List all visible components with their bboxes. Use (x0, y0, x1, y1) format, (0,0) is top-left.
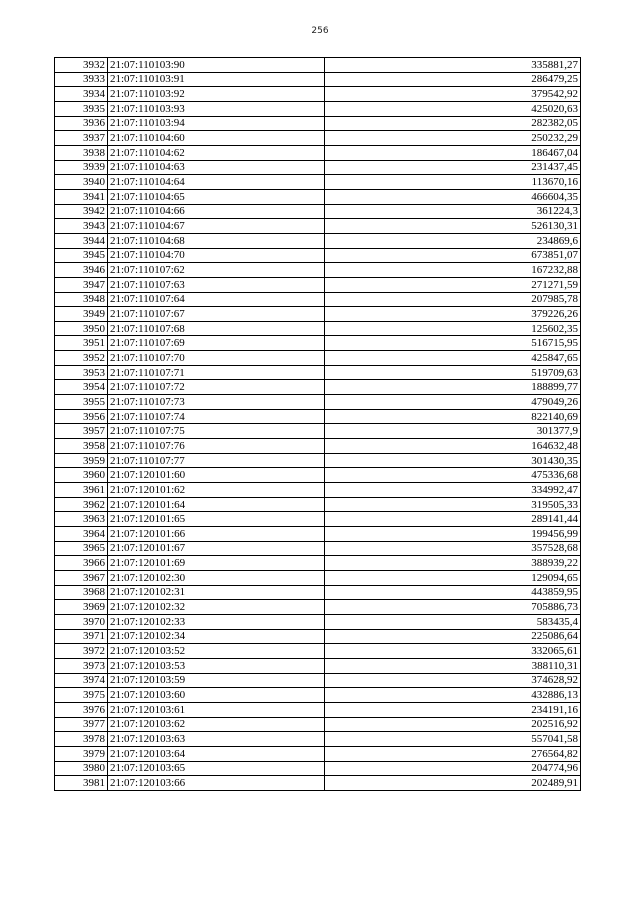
cadastral-number-cell: 21:07:110103:94 (108, 116, 325, 131)
table-row (55, 717, 581, 732)
table-row (55, 497, 581, 512)
value-cell: 388939,22 (325, 556, 581, 571)
cadastral-number-cell: 21:07:110104:65 (108, 189, 325, 204)
value-cell: 199456,99 (325, 527, 581, 542)
row-number-cell: 3969 (55, 600, 108, 615)
cadastral-number-cell: 21:07:120103:61 (108, 702, 325, 717)
value-cell: 234191,16 (325, 702, 581, 717)
row-number-cell: 3954 (55, 380, 108, 395)
value-cell: 519709,63 (325, 365, 581, 380)
row-number-cell: 3944 (55, 233, 108, 248)
value-cell: 202516,92 (325, 717, 581, 732)
value-cell: 282382,05 (325, 116, 581, 131)
table-row (55, 263, 581, 278)
row-number-cell: 3966 (55, 556, 108, 571)
value-cell: 526130,31 (325, 219, 581, 234)
row-number-cell: 3942 (55, 204, 108, 219)
row-number-cell: 3952 (55, 351, 108, 366)
table-row (55, 468, 581, 483)
value-cell: 443859,95 (325, 585, 581, 600)
row-number-cell: 3981 (55, 776, 108, 791)
table-row (55, 248, 581, 263)
table-row (55, 673, 581, 688)
table-row (55, 307, 581, 322)
cadastral-number-cell: 21:07:120103:65 (108, 761, 325, 776)
value-cell: 516715,95 (325, 336, 581, 351)
value-cell: 425847,65 (325, 351, 581, 366)
cadastral-number-cell: 21:07:110104:68 (108, 233, 325, 248)
table-row (55, 688, 581, 703)
value-cell: 432886,13 (325, 688, 581, 703)
row-number-cell: 3941 (55, 189, 108, 204)
value-cell: 204774,96 (325, 761, 581, 776)
row-number-cell: 3945 (55, 248, 108, 263)
row-number-cell: 3938 (55, 145, 108, 160)
row-number-cell: 3948 (55, 292, 108, 307)
row-number-cell: 3979 (55, 746, 108, 761)
value-cell: 129094,65 (325, 570, 581, 585)
table-row (55, 512, 581, 527)
cadastral-number-cell: 21:07:120103:60 (108, 688, 325, 703)
table-row (55, 644, 581, 659)
table-row (55, 131, 581, 146)
row-number-cell: 3958 (55, 439, 108, 454)
value-cell: 425020,63 (325, 101, 581, 116)
table-row (55, 87, 581, 102)
row-number-cell: 3940 (55, 175, 108, 190)
table-row (55, 101, 581, 116)
cadastral-number-cell: 21:07:120101:64 (108, 497, 325, 512)
table-row (55, 380, 581, 395)
cadastral-number-cell: 21:07:110107:74 (108, 409, 325, 424)
value-cell: 466604,35 (325, 189, 581, 204)
table-row (55, 351, 581, 366)
table-row (55, 439, 581, 454)
table-row (55, 321, 581, 336)
value-cell: 271271,59 (325, 277, 581, 292)
cadastral-number-cell: 21:07:110107:67 (108, 307, 325, 322)
value-cell: 822140,69 (325, 409, 581, 424)
value-cell: 379226,26 (325, 307, 581, 322)
row-number-cell: 3932 (55, 58, 108, 73)
table-row (55, 336, 581, 351)
cadastral-number-cell: 21:07:110107:75 (108, 424, 325, 439)
cadastral-number-cell: 21:07:110107:63 (108, 277, 325, 292)
table-row (55, 233, 581, 248)
value-cell: 113670,16 (325, 175, 581, 190)
table-row (55, 365, 581, 380)
value-cell: 374628,92 (325, 673, 581, 688)
value-cell: 231437,45 (325, 160, 581, 175)
row-number-cell: 3967 (55, 570, 108, 585)
cadastral-number-cell: 21:07:120101:69 (108, 556, 325, 571)
table-row (55, 570, 581, 585)
row-number-cell: 3943 (55, 219, 108, 234)
row-number-cell: 3934 (55, 87, 108, 102)
value-cell: 332065,61 (325, 644, 581, 659)
row-number-cell: 3971 (55, 629, 108, 644)
cadastral-number-cell: 21:07:110104:60 (108, 131, 325, 146)
value-cell: 234869,6 (325, 233, 581, 248)
table-row (55, 585, 581, 600)
cadastral-number-cell: 21:07:120101:66 (108, 527, 325, 542)
row-number-cell: 3933 (55, 72, 108, 87)
cadastral-number-cell: 21:07:120103:63 (108, 732, 325, 747)
value-cell: 286479,25 (325, 72, 581, 87)
table-row (55, 658, 581, 673)
cadastral-number-cell: 21:07:110107:68 (108, 321, 325, 336)
value-cell: 388110,31 (325, 658, 581, 673)
table-row (55, 746, 581, 761)
row-number-cell: 3961 (55, 483, 108, 498)
table-row (55, 409, 581, 424)
cadastral-number-cell: 21:07:110104:62 (108, 145, 325, 160)
table-row (55, 483, 581, 498)
cadastral-number-cell: 21:07:120103:52 (108, 644, 325, 659)
cadastral-number-cell: 21:07:120103:64 (108, 746, 325, 761)
row-number-cell: 3950 (55, 321, 108, 336)
value-cell: 705886,73 (325, 600, 581, 615)
row-number-cell: 3939 (55, 160, 108, 175)
table-row (55, 58, 581, 73)
table-row (55, 629, 581, 644)
cadastral-number-cell: 21:07:110104:70 (108, 248, 325, 263)
row-number-cell: 3965 (55, 541, 108, 556)
cadastral-number-cell: 21:07:110103:91 (108, 72, 325, 87)
data-table (54, 57, 581, 791)
cadastral-number-cell: 21:07:110104:64 (108, 175, 325, 190)
row-number-cell: 3955 (55, 395, 108, 410)
row-number-cell: 3935 (55, 101, 108, 116)
row-number-cell: 3976 (55, 702, 108, 717)
table-row (55, 204, 581, 219)
row-number-cell: 3974 (55, 673, 108, 688)
row-number-cell: 3960 (55, 468, 108, 483)
table-row (55, 116, 581, 131)
table-row (55, 732, 581, 747)
cadastral-number-cell: 21:07:110103:90 (108, 58, 325, 73)
cadastral-number-cell: 21:07:120103:53 (108, 658, 325, 673)
table-row (55, 72, 581, 87)
row-number-cell: 3956 (55, 409, 108, 424)
value-cell: 475336,68 (325, 468, 581, 483)
table-row (55, 292, 581, 307)
row-number-cell: 3959 (55, 453, 108, 468)
value-cell: 479049,26 (325, 395, 581, 410)
cadastral-number-cell: 21:07:120101:67 (108, 541, 325, 556)
value-cell: 334992,47 (325, 483, 581, 498)
value-cell: 361224,3 (325, 204, 581, 219)
cadastral-number-cell: 21:07:120101:62 (108, 483, 325, 498)
cadastral-number-cell: 21:07:120103:62 (108, 717, 325, 732)
table-row (55, 776, 581, 791)
cadastral-number-cell: 21:07:110103:92 (108, 87, 325, 102)
table-body (55, 58, 581, 791)
row-number-cell: 3973 (55, 658, 108, 673)
value-cell: 289141,44 (325, 512, 581, 527)
value-cell: 202489,91 (325, 776, 581, 791)
cadastral-number-cell: 21:07:120102:31 (108, 585, 325, 600)
cadastral-number-cell: 21:07:120101:65 (108, 512, 325, 527)
cadastral-number-cell: 21:07:110107:69 (108, 336, 325, 351)
value-cell: 379542,92 (325, 87, 581, 102)
row-number-cell: 3975 (55, 688, 108, 703)
cadastral-number-cell: 21:07:120102:33 (108, 614, 325, 629)
cadastral-number-cell: 21:07:120103:66 (108, 776, 325, 791)
row-number-cell: 3947 (55, 277, 108, 292)
table-row (55, 541, 581, 556)
cadastral-number-cell: 21:07:110104:63 (108, 160, 325, 175)
table-row (55, 189, 581, 204)
value-cell: 276564,82 (325, 746, 581, 761)
row-number-cell: 3953 (55, 365, 108, 380)
value-cell: 673851,07 (325, 248, 581, 263)
value-cell: 125602,35 (325, 321, 581, 336)
row-number-cell: 3949 (55, 307, 108, 322)
value-cell: 583435,4 (325, 614, 581, 629)
table-row (55, 702, 581, 717)
cadastral-number-cell: 21:07:110107:64 (108, 292, 325, 307)
row-number-cell: 3946 (55, 263, 108, 278)
cadastral-number-cell: 21:07:120102:30 (108, 570, 325, 585)
value-cell: 319505,33 (325, 497, 581, 512)
page-number: 256 (311, 26, 329, 36)
table-row (55, 145, 581, 160)
value-cell: 225086,64 (325, 629, 581, 644)
row-number-cell: 3980 (55, 761, 108, 776)
cadastral-number-cell: 21:07:120103:59 (108, 673, 325, 688)
row-number-cell: 3968 (55, 585, 108, 600)
value-cell: 301377,9 (325, 424, 581, 439)
row-number-cell: 3957 (55, 424, 108, 439)
row-number-cell: 3972 (55, 644, 108, 659)
table-row (55, 160, 581, 175)
table-row (55, 527, 581, 542)
cadastral-number-cell: 21:07:110107:77 (108, 453, 325, 468)
cadastral-number-cell: 21:07:120101:60 (108, 468, 325, 483)
value-cell: 357528,68 (325, 541, 581, 556)
row-number-cell: 3970 (55, 614, 108, 629)
value-cell: 335881,27 (325, 58, 581, 73)
table-row (55, 453, 581, 468)
value-cell: 167232,88 (325, 263, 581, 278)
row-number-cell: 3962 (55, 497, 108, 512)
value-cell: 250232,29 (325, 131, 581, 146)
cadastral-number-cell: 21:07:110107:71 (108, 365, 325, 380)
cadastral-number-cell: 21:07:120102:32 (108, 600, 325, 615)
value-cell: 207985,78 (325, 292, 581, 307)
cadastral-number-cell: 21:07:110104:67 (108, 219, 325, 234)
row-number-cell: 3978 (55, 732, 108, 747)
row-number-cell: 3951 (55, 336, 108, 351)
cadastral-number-cell: 21:07:110104:66 (108, 204, 325, 219)
row-number-cell: 3937 (55, 131, 108, 146)
table-row (55, 175, 581, 190)
row-number-cell: 3977 (55, 717, 108, 732)
row-number-cell: 3963 (55, 512, 108, 527)
table-row (55, 219, 581, 234)
cadastral-number-cell: 21:07:110107:76 (108, 439, 325, 454)
table-row (55, 761, 581, 776)
value-cell: 188899,77 (325, 380, 581, 395)
value-cell: 301430,35 (325, 453, 581, 468)
cadastral-number-cell: 21:07:110107:62 (108, 263, 325, 278)
table-row (55, 277, 581, 292)
cadastral-number-cell: 21:07:110107:72 (108, 380, 325, 395)
cadastral-number-cell: 21:07:110107:70 (108, 351, 325, 366)
row-number-cell: 3964 (55, 527, 108, 542)
value-cell: 186467,04 (325, 145, 581, 160)
value-cell: 557041,58 (325, 732, 581, 747)
table-row (55, 424, 581, 439)
table-row (55, 395, 581, 410)
table-row (55, 600, 581, 615)
table-row (55, 556, 581, 571)
value-cell: 164632,48 (325, 439, 581, 454)
cadastral-number-cell: 21:07:120102:34 (108, 629, 325, 644)
table-row (55, 614, 581, 629)
cadastral-number-cell: 21:07:110107:73 (108, 395, 325, 410)
row-number-cell: 3936 (55, 116, 108, 131)
cadastral-number-cell: 21:07:110103:93 (108, 101, 325, 116)
